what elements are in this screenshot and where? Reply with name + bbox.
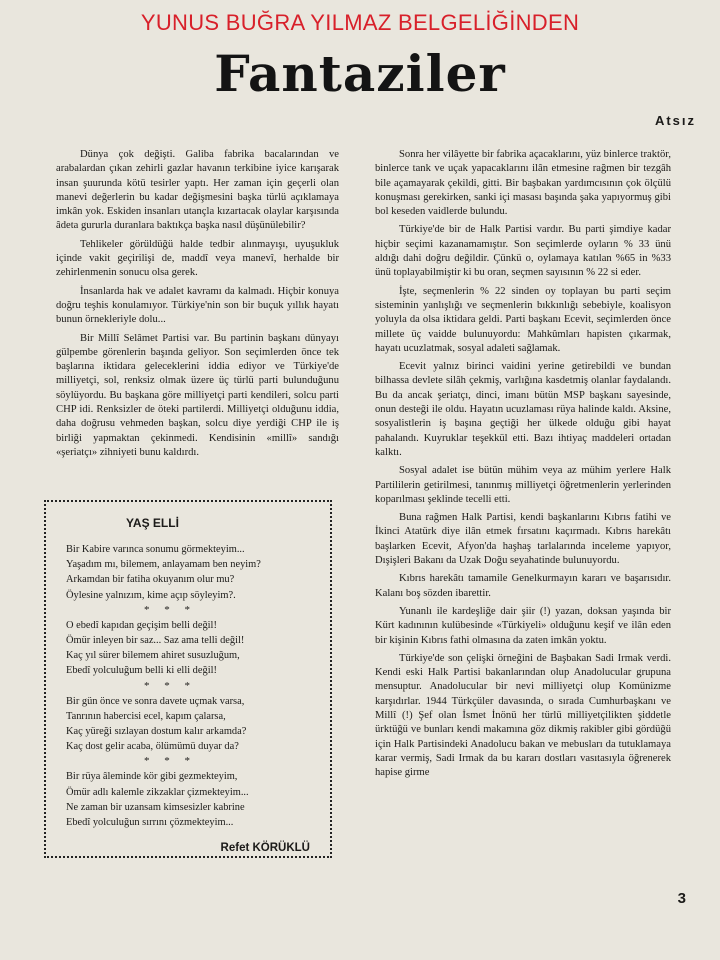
stanza-separator: * * *	[144, 679, 196, 692]
poem-author: Refet KÖRÜKLÜ	[220, 842, 310, 855]
paragraph: Bir Millî Selâmet Partisi var. Bu partinin başkanı dünyayı gülpembe görenlerin başında geliyor. Son seçimlerden önce tek başlarına iktidara geleceklerini iddia ediyor ve Türkiye'de milliyetçi, sol, renksiz olmak üzere üç türlü parti bulunduğunu söylüyordu. Bu başkana göre milliyetçi parti kendileri, solcu parti CHP idi. Renksizler de öteki partilerdi. Milliyetçi olduğunu iddia, daha doğrusu vehmeden başkan, solcu diye yerdiği CHP ile iş birliği yapmaktan çekinmedi. Kendisinin «millî» sandığı «şeriatçı» zihniyeti bunu kaldırdı.	[56, 332, 339, 458]
page-number: 3	[677, 890, 686, 907]
poem-line: Bir rüya âleminde kör gibi gezmekteyim,	[66, 771, 238, 783]
poem-stanza	[66, 542, 314, 603]
poem-line: Bir gün önce ve sonra davete uçmak varsa,	[66, 695, 245, 707]
stanza-separator: * * *	[144, 603, 196, 616]
poem-line: Kaç yüreği sızlayan dostum kalır arkamda?	[66, 726, 247, 738]
poem-line: Ebedî yolculuğun sırrını çözmekteyim...	[66, 817, 234, 829]
stanza-separator: * * *	[144, 755, 196, 768]
left-column	[56, 148, 339, 464]
paragraph: İşte, seçmenlerin % 22 sinden oy toplayan bu parti seçim sisteminin yanlışlığı ve seçmenlerin bıkkınlığı sebebiyle, koalisyon yoluyla da olsa iktidara geldi. Parti başkanı Ecevit, seçimlerden önce millete üç vaidde bulunuyordu: Mahkûmları hapisten çıkarmak, hayatı ucuzlatmak, sosyal adaleti sağlamak.	[375, 285, 671, 354]
poem-line: Yaşadım mı, bilemem, anlayamam ben neyim?	[66, 559, 261, 571]
poem-line: Öylesine yalnızım, kime açıp söyleyim?.	[66, 589, 236, 601]
poem-stanza	[66, 618, 314, 679]
right-column	[375, 148, 671, 784]
paragraph: Ecevit yalnız birinci vaidini yerine getirebildi ve bundan bilhassa devlete silâh çekmiş, varlığına kasdetmiş olanlar faydalandı. Bu da ancak şeriatçı, dinci, imanı bütün MSP başkanı sayesinde, onun desteği ile oldu. Hayatın ucuzlaması rüya halinde kaldı. Aksine, sosyalistlerin iş başına geçtiği her ülkede olduğu gibi hayat pahalandı. Kuyruklar teşekkül etti. Bazı ihtiyaç maddeleri ortadan kalktı.	[375, 361, 671, 458]
poem-line: Ebedî yolculuğum belli ki elli değil!	[66, 665, 217, 677]
poem-line: Tanrının habercisi ecel, kapım çalarsa,	[66, 710, 226, 722]
paragraph: Tehlikeler görüldüğü halde tedbir alınmayışı, uyuşukluk içinde vakit geçirilişi de, maddî veya manevî, herhalde bir zehirlenmenin sonucu olsa gerek.	[56, 238, 339, 279]
poem-stanza	[66, 769, 314, 830]
poem-line: Ömür inleyen bir saz... Saz ama telli değil!	[66, 635, 245, 647]
poem-line: Ömür adlı kalemle zikzaklar çizmekteyim...	[66, 786, 249, 798]
author-name: Atsız	[654, 113, 696, 128]
poem-line: Ne zaman bir uzansam kimsesizler kabrine	[66, 801, 245, 813]
poem-line: Kaç yıl sürer bilemem ahiret susuzluğum,	[66, 650, 240, 662]
poem-line: Bir Kabire varınca sonumu görmekteyim...	[66, 544, 245, 555]
paragraph: Sosyal adalet ise bütün mühim veya az mühim yerlere Halk Partililerin getirilmesi, tanınmış milliyetçi öğretmenlerin yerlerinden koparılması şeklinde tecelli etti.	[375, 465, 671, 505]
paragraph: İnsanlarda hak ve adalet kavramı da kalmadı. Hiçbir konuya doğru teşhis konulamıyor. Türkiye'nin son bir buçuk yıllık hayatı bunun örnekleriyle dolu...	[56, 285, 339, 326]
poem-box	[44, 500, 332, 858]
paragraph: Sonra her vilâyette bir fabrika açacaklarını, yüz binlerce traktör, binlerce tank ve uçak yapacaklarını ilân etmesine rağmen bir tezgâh bile açamayarak çekildi, gitti. Bir başbakan yardımcısının çok ölçülü konuşması gerekirken, sanki içi masası başında şaka yapıyormuş gibi bol keseden vaidlerde bulundu.	[375, 149, 671, 218]
poem-line: Arkamdan bir fatiha okuyanım olur mu?	[66, 574, 235, 586]
paragraph: Dünya çok değişti. Galiba fabrika bacalarından ve arabalardan çıkan zehirli gazlar havanın terkibine iyice karışarak insan şuurunda kötü tesirler yaptı. Her zaman için geçerli olan manevi değerlerin bu kadar değişmesini başka türlü açıklamaya imkân yok. Eskiden insanları utançla kızartacak olaylar karşısında âdeta gururla duranlara baktıkça başka nasıl düşünülebilir?	[56, 149, 339, 232]
poem-line: O ebedî kapıdan geçişim belli değil!	[66, 619, 217, 631]
watermark-banner: YUNUS BUĞRA YILMAZ BELGELİĞİNDEN	[140, 10, 580, 35]
paragraph: Buna rağmen Halk Partisi, kendi başkanlarını Kıbrıs fatihi ve İkinci Atatürk diye ilân etmek fırsatını kaçırmadı. Kıbrıs harekâtı başlarken Ecevit, Afyon'da haşhaş tarlalarında inceleme yapıyor, Dışişleri Bakanı da Uzak Doğu seyahatinde bulunuyordu.	[375, 512, 671, 567]
paragraph: Türkiye'de son çelişki örneğini de Başbakan Sadi Irmak verdi. Kendi eski Halk Partisi bakanlarından olup Anadolucular grupuna mensuptur. Anadolucular bir nevi milliyetçi olup Komünizme karşıdırlar. 1944 Türkçüler davasında, o sırada Cumhurbaşkanı ve Millî (!) Şef olan İsmet İnönü her türlü milliyetçilikten şiddetle ürktüğü ve bunları kendi makamına göz dikmiş rakibler gibi gördüğü için Halk Partisindeki Anadolucu bakan ve mebusları da tutuklamaya karar vermiş, Sadi Irmak da bu kararı dostları vasıtasıyla öğrenerek hapise girme	[375, 652, 671, 779]
paragraph: Kıbrıs harekâtı tamamile Genelkurmayın kararı ve başarısıdır. Kalanı boş sözden ibarettir.	[375, 573, 671, 599]
poem-stanza	[66, 694, 314, 755]
paragraph: Türkiye'de bir de Halk Partisi vardır. Bu parti şimdiye kadar hiçbir seçimi kazanamamıştır. Son seçimlerde oyların % 33 ünü aldığı dahi doğru değildir. Çünkü o, oylamaya katılan %65 in %33 ünü toplayabilmiştir ki bu oran, seçmen sayısının % 22 si eder.	[375, 224, 671, 279]
paragraph: Yunanlı ile kardeşliğe dair şiir (!) yazan, doksan yaşında bir Kürt kadınının kulübesinde «Türkiyeli» olduğunu keşif ve ilân eden bir kişinin Kıbrıs fathi olmasına da zaten imkân yoktu.	[375, 605, 671, 646]
poem-title: YAŞ ELLİ	[126, 516, 179, 530]
article-title: Fantaziler	[214, 44, 506, 103]
poem-line: Kaç dost gelir acaba, ölümümü duyar da?	[66, 741, 239, 753]
